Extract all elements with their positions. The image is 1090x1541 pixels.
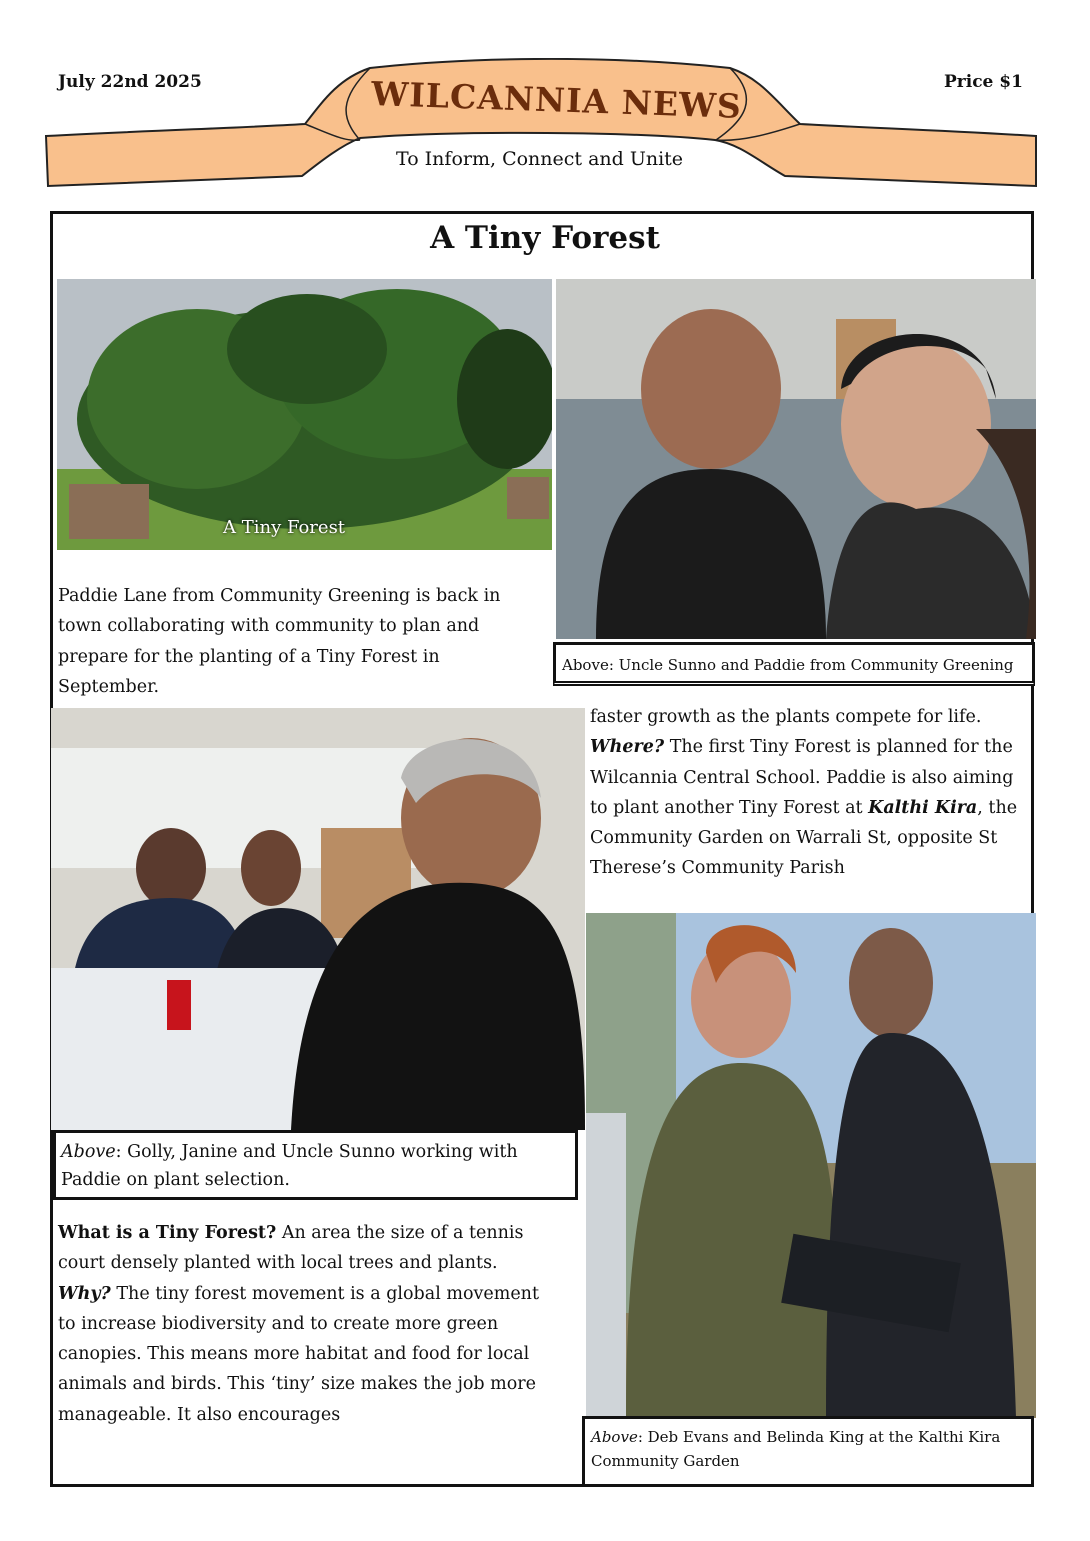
where-text: The first Tiny Forest is planned for the Wilcannia Central School. Paddie is also aiming to plant another Tiny Forest at: [590, 737, 1014, 818]
tiny-forest-photo: [57, 279, 552, 550]
caption-meeting-rest: : Golly, Janine and Uncle Sunno working with Paddie on plant selection.: [61, 1142, 518, 1190]
garden-photo: [586, 913, 1036, 1418]
caption-garden-lead: Above: [591, 1428, 638, 1446]
what-why-paragraph: [58, 1218, 548, 1430]
caption-garden: [582, 1416, 1034, 1487]
where-heading: Where?: [590, 737, 665, 758]
caption-selfie-text: Above: Uncle Sunno and Paddie from Community Greening: [562, 656, 1014, 674]
where-end: , the Community Garden on Warrali St, opposite St Therese’s Community Parish: [590, 797, 1018, 879]
caption-selfie: [553, 642, 1035, 686]
what-text: An area the size of a tennis court densely planted with local trees and plants.: [58, 1223, 524, 1274]
photo-overlay-caption: A Tiny Forest: [223, 517, 346, 538]
where-place: Kalthi Kira: [868, 797, 978, 818]
masthead-ribbon: [40, 58, 1040, 193]
caption-garden-text: [591, 1425, 1026, 1473]
newspaper-tagline: To Inform, Connect and Unite: [396, 148, 684, 170]
article-headline: A Tiny Forest: [430, 220, 660, 256]
intro-paragraph: Paddie Lane from Community Greening is back in town collaborating with community to plan and prepare for the planting of a Tiny Forest in September.: [58, 586, 501, 697]
caption-meeting-lead: Above: [61, 1142, 116, 1162]
issue-price: Price $1: [944, 72, 1023, 92]
issue-date: July 22nd 2025: [58, 72, 202, 92]
newspaper-title: WILCANNIA NEWS: [370, 74, 743, 126]
caption-garden-rest: : Deb Evans and Belinda King at the Kalthi Kira Community Garden: [591, 1428, 1001, 1470]
where-paragraph: [590, 702, 1030, 884]
continued-text: faster growth as the plants compete for life.: [590, 707, 982, 727]
what-heading: What is a Tiny Forest?: [58, 1223, 277, 1243]
why-text: The tiny forest movement is a global movement to increase biodiversity and to create more green canopies. This means more habitat and food for local animals and birds. This ‘tiny’ size makes the job more manageable. It also encourages: [58, 1283, 539, 1425]
why-heading: Why?: [58, 1283, 111, 1304]
caption-meeting-text: [61, 1138, 561, 1194]
selfie-photo: [556, 279, 1036, 639]
caption-meeting: [53, 1130, 578, 1200]
meeting-photo: [51, 708, 585, 1130]
